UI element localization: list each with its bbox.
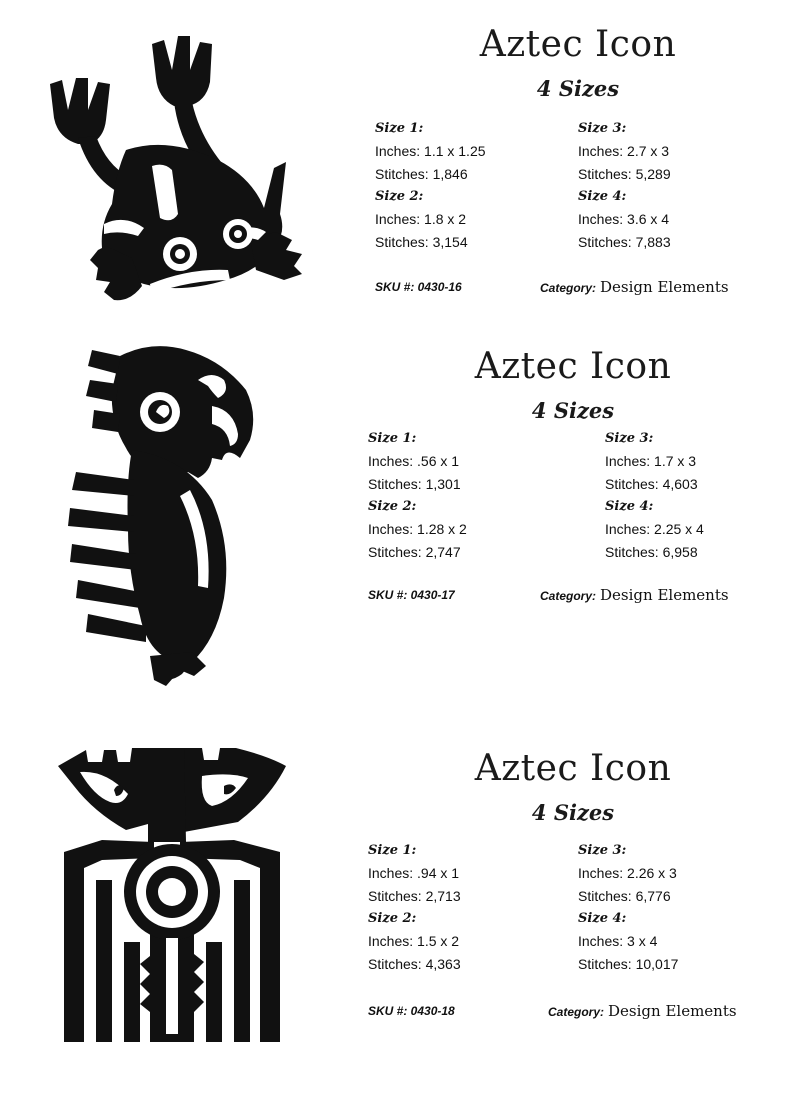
size-label: Size 4: xyxy=(578,189,627,204)
size-stitches: Stitches: 4,603 xyxy=(605,476,698,492)
size-stitches: Stitches: 3,154 xyxy=(375,234,468,250)
size-stitches: Stitches: 1,301 xyxy=(368,476,461,492)
size-stitches: Stitches: 5,289 xyxy=(578,166,671,182)
product-title: Aztec Icon xyxy=(474,346,672,387)
category xyxy=(540,278,729,297)
size-label: Size 1: xyxy=(375,121,424,136)
bird-icon xyxy=(62,340,272,695)
size-stitches: Stitches: 10,017 xyxy=(578,956,679,972)
size-inches: Inches: 1.8 x 2 xyxy=(375,211,467,227)
sizes-right-column xyxy=(578,118,671,254)
size-stitches: Stitches: 4,363 xyxy=(368,956,461,972)
sizes-right-column xyxy=(578,840,678,976)
sizes-left-column xyxy=(368,840,461,976)
sku-number: SKU #: 0430-18 xyxy=(368,1004,455,1018)
product-subtitle: 4 Sizes xyxy=(531,800,615,825)
category-label: Category: xyxy=(540,589,597,603)
category-value: Design Elements xyxy=(600,278,729,296)
sizes-left-column xyxy=(368,428,467,564)
size-stitches: Stitches: 2,713 xyxy=(368,888,461,904)
size-stitches: Stitches: 2,747 xyxy=(368,544,461,560)
size-stitches: Stitches: 6,776 xyxy=(578,888,671,904)
product-subtitle: 4 Sizes xyxy=(536,76,620,101)
size-inches: Inches: 1.1 x 1.25 xyxy=(375,143,486,159)
category-label: Category: xyxy=(540,281,597,295)
product-block-0430-17 xyxy=(0,330,794,710)
size-stitches: Stitches: 7,883 xyxy=(578,234,671,250)
size-label: Size 3: xyxy=(578,843,627,858)
size-inches: Inches: 1.5 x 2 xyxy=(368,933,460,949)
size-label: Size 4: xyxy=(578,911,627,926)
size-inches: Inches: 2.26 x 3 xyxy=(578,865,677,881)
size-stitches: Stitches: 6,958 xyxy=(605,544,698,560)
size-inches: Inches: 1.7 x 3 xyxy=(605,453,697,469)
category xyxy=(548,1002,737,1021)
size-label: Size 2: xyxy=(368,911,417,926)
size-label: Size 3: xyxy=(578,121,627,136)
size-inches: Inches: 2.25 x 4 xyxy=(605,521,704,537)
size-inches: Inches: .94 x 1 xyxy=(368,865,460,881)
sku-number: SKU #: 0430-16 xyxy=(375,280,462,294)
size-inches: Inches: 3 x 4 xyxy=(578,933,658,949)
category-value: Design Elements xyxy=(600,586,729,604)
product-title: Aztec Icon xyxy=(474,748,672,789)
size-label: Size 1: xyxy=(368,843,417,858)
size-inches: Inches: 2.7 x 3 xyxy=(578,143,670,159)
product-block-0430-16 xyxy=(0,0,794,330)
size-inches: Inches: .56 x 1 xyxy=(368,453,460,469)
size-inches: Inches: 3.6 x 4 xyxy=(578,211,670,227)
size-stitches: Stitches: 1,846 xyxy=(375,166,468,182)
product-title: Aztec Icon xyxy=(479,24,677,65)
product-subtitle: 4 Sizes xyxy=(531,398,615,423)
sku-number: SKU #: 0430-17 xyxy=(368,588,455,602)
category xyxy=(540,586,729,605)
size-label: Size 4: xyxy=(605,499,654,514)
frog-icon xyxy=(40,18,310,313)
sizes-right-column xyxy=(605,428,704,564)
size-label: Size 3: xyxy=(605,431,654,446)
sizes-left-column xyxy=(375,118,486,254)
size-label: Size 1: xyxy=(368,431,417,446)
size-inches: Inches: 1.28 x 2 xyxy=(368,521,467,537)
totem-icon xyxy=(54,742,294,1057)
product-block-0430-18 xyxy=(0,720,794,1100)
size-label: Size 2: xyxy=(368,499,417,514)
category-label: Category: xyxy=(548,1005,605,1019)
category-value: Design Elements xyxy=(608,1002,737,1020)
size-label: Size 2: xyxy=(375,189,424,204)
